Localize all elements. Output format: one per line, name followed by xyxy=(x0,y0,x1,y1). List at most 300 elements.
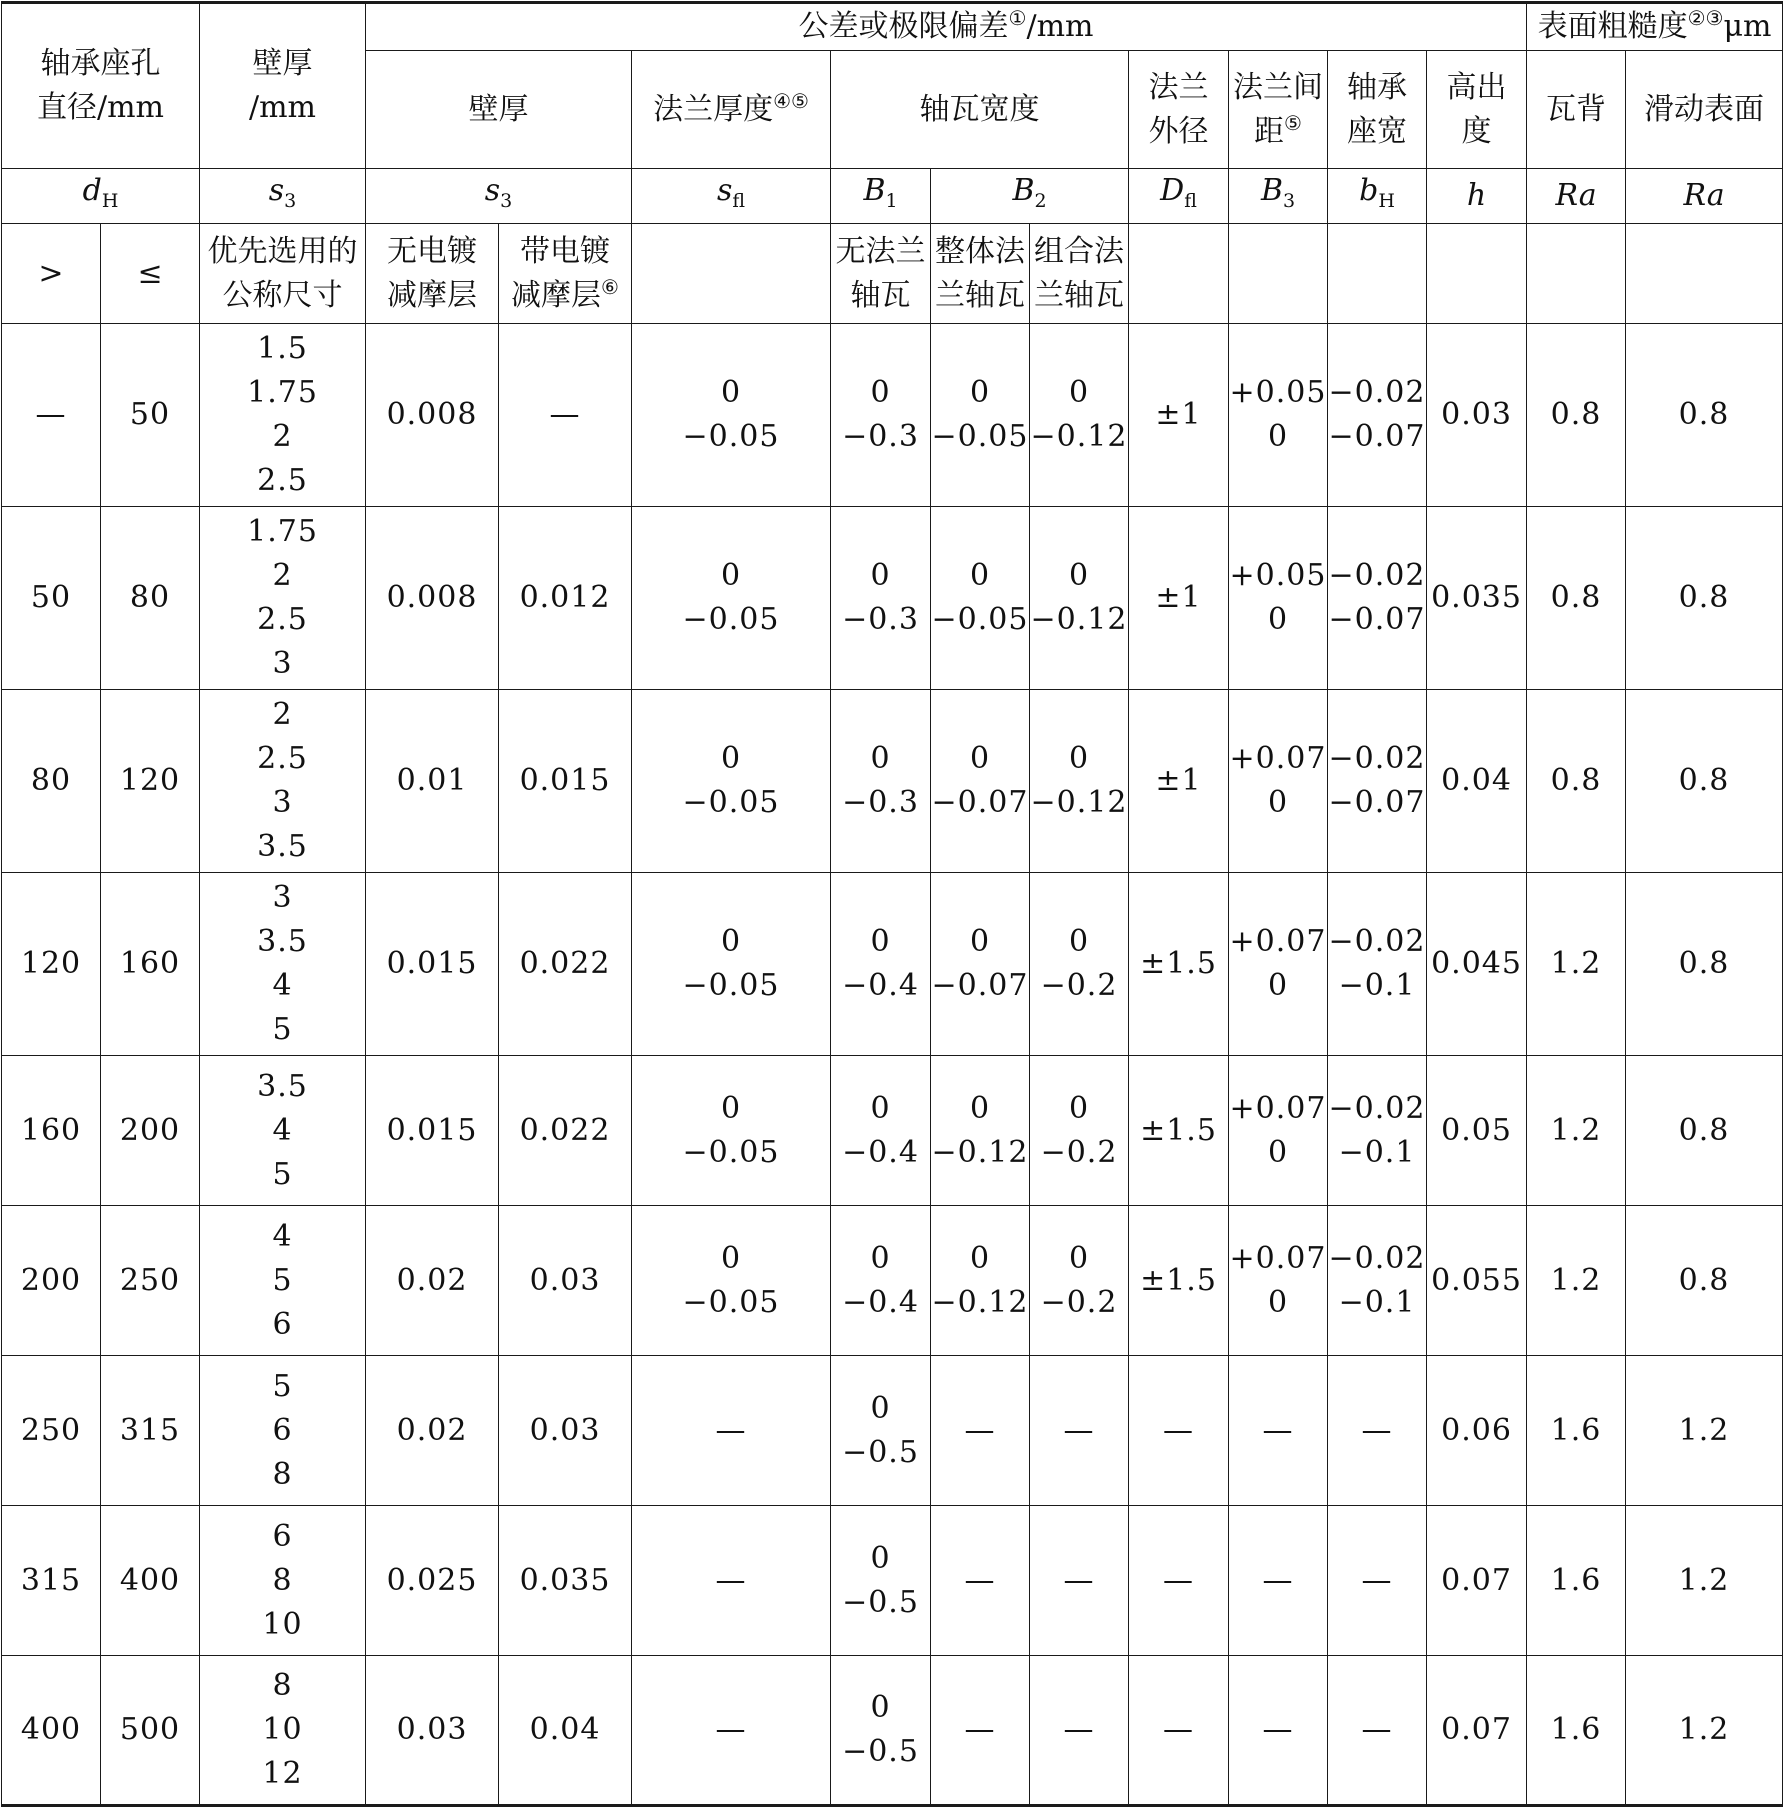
cell-line: — xyxy=(1063,1412,1095,1448)
symbol-s3b-base: s xyxy=(484,173,501,208)
cell-line: 3 xyxy=(272,646,293,681)
cell-wall-tol-no-plating: 0.008 xyxy=(366,507,499,690)
cell-line: 5 xyxy=(272,1262,293,1298)
symbol-b2-sub: 2 xyxy=(1034,190,1047,212)
cell-line: 0 xyxy=(1267,602,1289,637)
cell-roughness-sliding: 0.8 xyxy=(1626,690,1783,873)
header-assembled-flange-line2: 兰轴瓦 xyxy=(1034,277,1125,313)
cell-width-tol-no-flange xyxy=(831,507,931,690)
cell-flange-spacing-tol xyxy=(1229,1206,1328,1356)
symbol-ra-back: Ra xyxy=(1527,169,1626,224)
header-sub-flange-thickness xyxy=(632,51,831,169)
cell-line: 8 xyxy=(272,1456,293,1492)
header-gt: > xyxy=(2,224,101,324)
table-row xyxy=(2,1506,1783,1656)
cell-line: −0.4 xyxy=(842,1284,919,1320)
header-sub-flange-spacing-note: ⑤ xyxy=(1284,110,1302,135)
cell-roughness-back: 0.8 xyxy=(1527,690,1626,873)
cell-flange-od-tol: ±1 xyxy=(1129,324,1229,507)
header-sub-flange-od xyxy=(1129,51,1229,169)
header-sub-housing-width-line1: 轴承 xyxy=(1347,69,1408,105)
cell-flange-spacing-tol xyxy=(1229,1656,1328,1806)
cell-line: 3.5 xyxy=(257,829,308,864)
cell-line: — xyxy=(964,1562,996,1598)
cell-bore-gt: 250 xyxy=(2,1356,101,1506)
cell-line: 0 xyxy=(969,924,991,959)
cell-line: 1.75 xyxy=(247,514,318,549)
header-empty-bh xyxy=(1328,224,1427,324)
cell-roughness-sliding: 0.8 xyxy=(1626,873,1783,1056)
cell-line: — xyxy=(715,1712,747,1747)
cell-line: 6 xyxy=(272,1306,293,1342)
header-sub-sliding: 滑动表面 xyxy=(1626,51,1783,169)
cell-bore-le: 400 xyxy=(101,1506,200,1656)
cell-line: −0.07 xyxy=(931,785,1029,820)
cell-line: 3.5 xyxy=(257,924,308,959)
cell-housing-width-tol xyxy=(1328,1206,1427,1356)
cell-flange-spacing-tol xyxy=(1229,1056,1328,1206)
cell-line: 2.5 xyxy=(257,602,308,637)
cell-width-tol-no-flange xyxy=(831,873,931,1056)
cell-line: — xyxy=(964,1412,996,1448)
cell-line: 0 xyxy=(720,375,742,410)
header-tolerance-unit: /mm xyxy=(1026,9,1094,44)
cell-line: 8 xyxy=(272,1562,293,1598)
header-no-flange xyxy=(831,224,931,324)
cell-line: 0 xyxy=(870,741,891,776)
cell-nominal-sizes xyxy=(200,873,366,1056)
header-wall-thickness-line2: /mm xyxy=(249,90,317,125)
cell-width-tol-no-flange xyxy=(831,1056,931,1206)
header-bore-diameter-line1: 轴承座孔 xyxy=(40,46,161,81)
header-empty-dfl xyxy=(1129,224,1229,324)
cell-line: −0.3 xyxy=(842,602,919,637)
header-with-plating-note: ⑥ xyxy=(601,274,619,299)
cell-line: — xyxy=(1063,1712,1095,1747)
cell-line: 0 xyxy=(870,375,891,410)
header-sub-flange-od-line2: 外径 xyxy=(1148,113,1209,149)
cell-housing-width-tol xyxy=(1328,507,1427,690)
cell-flange-od-tol: ±1.5 xyxy=(1129,873,1229,1056)
cell-line: +0.07 xyxy=(1229,924,1327,959)
cell-flange-thickness-tol xyxy=(632,1656,831,1806)
cell-line: +0.05 xyxy=(1229,558,1327,593)
symbol-dh xyxy=(2,169,200,224)
cell-flange-od-tol: — xyxy=(1129,1506,1229,1656)
cell-line: 5 xyxy=(272,1156,293,1192)
cell-line: −0.05 xyxy=(682,785,780,820)
cell-housing-width-tol xyxy=(1328,1356,1427,1506)
cell-line: 0 xyxy=(720,741,742,776)
cell-bore-gt: 120 xyxy=(2,873,101,1056)
cell-line: — xyxy=(964,1712,996,1747)
cell-housing-width-tol xyxy=(1328,1656,1427,1806)
cell-nominal-sizes xyxy=(200,1656,366,1806)
cell-line: 2 xyxy=(272,558,293,593)
cell-width-tol-no-flange xyxy=(831,324,931,507)
cell-width-tol-assembled-flange xyxy=(1030,1056,1129,1206)
cell-line: 5 xyxy=(272,1012,293,1047)
symbol-dfl-sub: fl xyxy=(1184,190,1197,212)
cell-bore-gt: 315 xyxy=(2,1506,101,1656)
cell-width-tol-integral-flange xyxy=(931,1506,1030,1656)
cell-wall-tol-no-plating: 0.02 xyxy=(366,1356,499,1506)
table-row xyxy=(2,690,1783,873)
cell-wall-tol-with-plating: 0.03 xyxy=(499,1356,632,1506)
cell-roughness-back: 1.2 xyxy=(1527,1056,1626,1206)
header-with-plating-line1: 带电镀 xyxy=(520,233,611,269)
cell-line: 0 xyxy=(969,375,991,410)
symbol-b2 xyxy=(931,169,1129,224)
cell-wall-tol-with-plating: 0.012 xyxy=(499,507,632,690)
cell-line: — xyxy=(1262,1712,1294,1747)
cell-line: 0 xyxy=(720,1240,742,1276)
cell-line: +0.07 xyxy=(1229,1240,1327,1276)
header-preferred-line2: 公称尺寸 xyxy=(222,277,343,313)
cell-line: −0.07 xyxy=(1328,785,1426,820)
cell-housing-width-tol xyxy=(1328,690,1427,873)
cell-roughness-back: 1.6 xyxy=(1527,1506,1626,1656)
cell-width-tol-no-flange xyxy=(831,1506,931,1656)
header-roughness-unit: μm xyxy=(1723,9,1772,44)
cell-wall-tol-no-plating: 0.02 xyxy=(366,1206,499,1356)
cell-line: 3.5 xyxy=(257,1068,308,1104)
cell-wall-tol-no-plating: 0.015 xyxy=(366,873,499,1056)
cell-bore-le: 500 xyxy=(101,1656,200,1806)
cell-line: 8 xyxy=(272,1668,293,1703)
header-tolerance-note: ① xyxy=(1008,6,1027,30)
header-integral-flange xyxy=(931,224,1030,324)
cell-nominal-sizes xyxy=(200,1356,366,1506)
header-tolerance-text: 公差或极限偏差 xyxy=(798,9,1009,44)
cell-width-tol-assembled-flange xyxy=(1030,507,1129,690)
symbol-b1-sub: 1 xyxy=(885,190,898,212)
cell-roughness-sliding: 1.2 xyxy=(1626,1656,1783,1806)
header-roughness-note: ②③ xyxy=(1687,6,1724,30)
cell-line: 0 xyxy=(870,1690,891,1725)
cell-flange-thickness-tol xyxy=(632,1356,831,1506)
cell-wall-tol-no-plating: 0.03 xyxy=(366,1656,499,1806)
cell-bore-le: 50 xyxy=(101,324,200,507)
cell-line: −0.1 xyxy=(1338,1134,1416,1170)
cell-line: 0 xyxy=(870,924,891,959)
cell-line: −0.12 xyxy=(931,1134,1029,1170)
header-sub-protrusion-line1: 高出 xyxy=(1446,69,1507,105)
cell-bore-le: 250 xyxy=(101,1206,200,1356)
cell-roughness-back: 0.8 xyxy=(1527,324,1626,507)
cell-line: 0 xyxy=(720,1090,742,1126)
cell-line: 2.5 xyxy=(257,741,308,776)
cell-width-tol-assembled-flange xyxy=(1030,690,1129,873)
cell-flange-spacing-tol xyxy=(1229,507,1328,690)
cell-wall-tol-with-plating: 0.035 xyxy=(499,1506,632,1656)
cell-flange-spacing-tol xyxy=(1229,1356,1328,1506)
cell-width-tol-no-flange xyxy=(831,1206,931,1356)
header-preferred-line1: 优先选用的 xyxy=(207,233,358,269)
cell-line: 6 xyxy=(272,1412,293,1448)
cell-line: 12 xyxy=(262,1756,303,1791)
cell-housing-width-tol xyxy=(1328,1506,1427,1656)
header-sub-wall: 壁厚 xyxy=(366,51,632,169)
cell-flange-od-tol: ±1 xyxy=(1129,507,1229,690)
table-row xyxy=(2,1056,1783,1206)
cell-line: 0 xyxy=(1267,785,1289,820)
cell-flange-thickness-tol xyxy=(632,1506,831,1656)
cell-line: −0.3 xyxy=(842,785,919,820)
symbol-dh-sub: H xyxy=(101,190,119,212)
cell-nominal-sizes xyxy=(200,1056,366,1206)
cell-line: −0.02 xyxy=(1328,1090,1426,1126)
cell-bore-gt: 160 xyxy=(2,1056,101,1206)
cell-line: −0.12 xyxy=(931,1284,1029,1320)
header-roughness-text: 表面粗糙度 xyxy=(1537,9,1688,44)
cell-width-tol-assembled-flange xyxy=(1030,1206,1129,1356)
symbol-b3 xyxy=(1229,169,1328,224)
cell-line: 1.75 xyxy=(247,375,318,410)
cell-line: — xyxy=(1262,1562,1294,1598)
cell-line: 0 xyxy=(1068,558,1090,593)
symbol-bh xyxy=(1328,169,1427,224)
cell-line: −0.1 xyxy=(1338,968,1416,1003)
cell-line: 0 xyxy=(969,1090,991,1126)
cell-width-tol-assembled-flange xyxy=(1030,324,1129,507)
header-assembled-flange-line1: 组合法 xyxy=(1034,233,1125,269)
cell-line: −0.02 xyxy=(1328,924,1426,959)
cell-protrusion: 0.04 xyxy=(1427,690,1527,873)
cell-roughness-sliding: 0.8 xyxy=(1626,1056,1783,1206)
symbol-b1 xyxy=(831,169,931,224)
cell-line: 0 xyxy=(969,558,991,593)
cell-line: 0 xyxy=(1267,968,1289,1003)
cell-protrusion: 0.045 xyxy=(1427,873,1527,1056)
header-wall-thickness xyxy=(200,3,366,169)
cell-protrusion: 0.035 xyxy=(1427,507,1527,690)
cell-line: — xyxy=(715,1412,747,1448)
symbol-s3b-sub: 3 xyxy=(500,190,513,212)
cell-line: 5 xyxy=(272,1368,293,1404)
cell-line: −0.07 xyxy=(931,968,1029,1003)
cell-line: 0 xyxy=(720,924,742,959)
cell-width-tol-integral-flange xyxy=(931,1056,1030,1206)
cell-roughness-sliding: 0.8 xyxy=(1626,1206,1783,1356)
cell-line: −0.2 xyxy=(1040,1284,1118,1320)
header-roughness-group xyxy=(1527,3,1783,51)
header-with-plating xyxy=(499,224,632,324)
cell-flange-thickness-tol xyxy=(632,1206,831,1356)
cell-flange-thickness-tol xyxy=(632,873,831,1056)
cell-line: 4 xyxy=(272,1112,293,1148)
cell-nominal-sizes xyxy=(200,507,366,690)
cell-width-tol-no-flange xyxy=(831,1656,931,1806)
header-sub-flange-spacing-line2: 距 xyxy=(1254,113,1285,149)
header-sub-protrusion xyxy=(1427,51,1527,169)
cell-line: −0.12 xyxy=(1030,602,1128,637)
cell-line: 0 xyxy=(969,1240,991,1276)
cell-width-tol-integral-flange xyxy=(931,873,1030,1056)
header-sub-bearing-width: 轴瓦宽度 xyxy=(831,51,1129,169)
cell-line: −0.05 xyxy=(931,602,1029,637)
cell-nominal-sizes xyxy=(200,324,366,507)
cell-housing-width-tol xyxy=(1328,324,1427,507)
symbol-sfl-sub: fl xyxy=(732,190,746,212)
cell-line: −0.3 xyxy=(842,419,919,454)
cell-bore-le: 160 xyxy=(101,873,200,1056)
header-sub-flange-thickness-text: 法兰厚度 xyxy=(653,91,774,127)
symbol-b3-sub: 3 xyxy=(1282,190,1296,212)
cell-line: −0.02 xyxy=(1328,1240,1426,1276)
cell-width-tol-assembled-flange xyxy=(1030,1656,1129,1806)
symbol-dh-base: d xyxy=(82,173,102,208)
cell-line: +0.05 xyxy=(1229,375,1327,410)
cell-line: 3 xyxy=(272,880,293,915)
cell-line: 2.5 xyxy=(257,463,308,498)
cell-nominal-sizes xyxy=(200,1206,366,1356)
cell-line: 0 xyxy=(1068,375,1090,410)
table-row xyxy=(2,1356,1783,1506)
cell-line: −0.02 xyxy=(1328,558,1426,593)
header-empty-h xyxy=(1427,224,1527,324)
table-row xyxy=(2,324,1783,507)
symbol-b3-base: B xyxy=(1260,173,1283,208)
cell-wall-tol-no-plating: 0.015 xyxy=(366,1056,499,1206)
cell-protrusion: 0.055 xyxy=(1427,1206,1527,1356)
cell-protrusion: 0.05 xyxy=(1427,1056,1527,1206)
cell-flange-thickness-tol xyxy=(632,324,831,507)
header-integral-flange-line1: 整体法 xyxy=(935,233,1026,269)
cell-bore-gt: 200 xyxy=(2,1206,101,1356)
cell-wall-tol-with-plating: 0.022 xyxy=(499,873,632,1056)
header-wall-thickness-line1: 壁厚 xyxy=(252,46,313,81)
cell-line: −0.2 xyxy=(1040,968,1118,1003)
cell-line: — xyxy=(1063,1562,1095,1598)
header-integral-flange-line2: 兰轴瓦 xyxy=(935,277,1026,313)
symbol-sfl-base: s xyxy=(716,173,733,208)
cell-wall-tol-no-plating: 0.008 xyxy=(366,324,499,507)
cell-line: −0.2 xyxy=(1040,1134,1118,1170)
symbol-s3-nominal xyxy=(200,169,366,224)
cell-line: 4 xyxy=(272,968,293,1003)
cell-bore-le: 120 xyxy=(101,690,200,873)
symbol-ra-sliding: Ra xyxy=(1626,169,1783,224)
header-no-plating-line1: 无电镀 xyxy=(387,233,478,269)
cell-flange-od-tol: — xyxy=(1129,1356,1229,1506)
cell-roughness-back: 1.6 xyxy=(1527,1656,1626,1806)
symbol-h: h xyxy=(1427,169,1527,224)
cell-line: −0.4 xyxy=(842,968,919,1003)
cell-line: −0.05 xyxy=(682,419,780,454)
cell-line: +0.07 xyxy=(1229,1090,1327,1126)
cell-width-tol-integral-flange xyxy=(931,324,1030,507)
header-sub-flange-od-line1: 法兰 xyxy=(1148,69,1209,105)
cell-line: 0 xyxy=(870,1090,891,1126)
cell-bore-gt: 80 xyxy=(2,690,101,873)
cell-wall-tol-no-plating: 0.025 xyxy=(366,1506,499,1656)
cell-line: −0.12 xyxy=(1030,785,1128,820)
symbol-dfl-base: D xyxy=(1160,173,1185,208)
cell-line: 0 xyxy=(969,741,991,776)
cell-line: 0 xyxy=(870,558,891,593)
cell-protrusion: 0.07 xyxy=(1427,1506,1527,1656)
cell-line: −0.07 xyxy=(1328,602,1426,637)
header-sub-flange-spacing-line1: 法兰间 xyxy=(1233,69,1324,105)
table-row xyxy=(2,873,1783,1056)
header-sub-back: 瓦背 xyxy=(1527,51,1626,169)
header-assembled-flange xyxy=(1030,224,1129,324)
cell-line: — xyxy=(1361,1562,1393,1598)
table-row xyxy=(2,1206,1783,1356)
header-with-plating-line2: 减摩层 xyxy=(511,277,602,313)
cell-width-tol-integral-flange xyxy=(931,1206,1030,1356)
cell-line: — xyxy=(1361,1712,1393,1747)
symbol-bh-sub: H xyxy=(1378,190,1395,212)
header-bore-diameter xyxy=(2,3,200,169)
header-sub-flange-spacing xyxy=(1229,51,1328,169)
symbol-bh-base: b xyxy=(1359,173,1379,208)
cell-line: −0.05 xyxy=(682,1134,780,1170)
cell-line: — xyxy=(715,1562,747,1598)
cell-wall-tol-with-plating: 0.015 xyxy=(499,690,632,873)
cell-wall-tol-with-plating: — xyxy=(499,324,632,507)
table-row xyxy=(2,507,1783,690)
cell-bore-gt: 400 xyxy=(2,1656,101,1806)
cell-housing-width-tol xyxy=(1328,873,1427,1056)
cell-line: −0.05 xyxy=(682,968,780,1003)
cell-width-tol-integral-flange xyxy=(931,1356,1030,1506)
header-no-flange-line1: 无法兰 xyxy=(835,233,926,269)
header-empty-sfl xyxy=(632,224,831,324)
cell-nominal-sizes xyxy=(200,1506,366,1656)
header-bore-diameter-line2: 直径/mm xyxy=(37,90,165,125)
cell-line: 3 xyxy=(272,785,293,820)
cell-protrusion: 0.06 xyxy=(1427,1356,1527,1506)
cell-width-tol-integral-flange xyxy=(931,507,1030,690)
cell-line: 0 xyxy=(1068,1240,1090,1276)
cell-line: 0 xyxy=(1267,1284,1289,1320)
cell-flange-spacing-tol xyxy=(1229,873,1328,1056)
cell-roughness-back: 0.8 xyxy=(1527,507,1626,690)
cell-line: −0.4 xyxy=(842,1134,919,1170)
header-preferred xyxy=(200,224,366,324)
cell-line: 10 xyxy=(262,1712,303,1747)
cell-flange-thickness-tol xyxy=(632,507,831,690)
cell-bore-gt: 50 xyxy=(2,507,101,690)
cell-roughness-back: 1.2 xyxy=(1527,873,1626,1056)
header-no-flange-line2: 轴瓦 xyxy=(850,277,911,313)
cell-protrusion: 0.07 xyxy=(1427,1656,1527,1806)
cell-width-tol-integral-flange xyxy=(931,690,1030,873)
cell-line: 2 xyxy=(272,697,293,732)
header-no-plating xyxy=(366,224,499,324)
cell-line: — xyxy=(1361,1412,1393,1448)
cell-flange-od-tol: ±1.5 xyxy=(1129,1056,1229,1206)
symbol-s3a-base: s xyxy=(268,173,285,208)
cell-line: −0.05 xyxy=(682,1284,780,1320)
cell-line: 6 xyxy=(272,1518,293,1554)
cell-width-tol-assembled-flange xyxy=(1030,1356,1129,1506)
cell-line: 0 xyxy=(870,1540,891,1576)
header-empty-b3 xyxy=(1229,224,1328,324)
cell-flange-spacing-tol xyxy=(1229,690,1328,873)
symbol-sfl xyxy=(632,169,831,224)
cell-line: −0.1 xyxy=(1338,1284,1416,1320)
header-empty-ra-back xyxy=(1527,224,1626,324)
cell-flange-thickness-tol xyxy=(632,690,831,873)
cell-line: −0.05 xyxy=(682,602,780,637)
cell-line: 0 xyxy=(870,1240,891,1276)
symbol-b1-base: B xyxy=(863,173,886,208)
cell-width-tol-integral-flange xyxy=(931,1656,1030,1806)
cell-line: 0 xyxy=(720,558,742,593)
